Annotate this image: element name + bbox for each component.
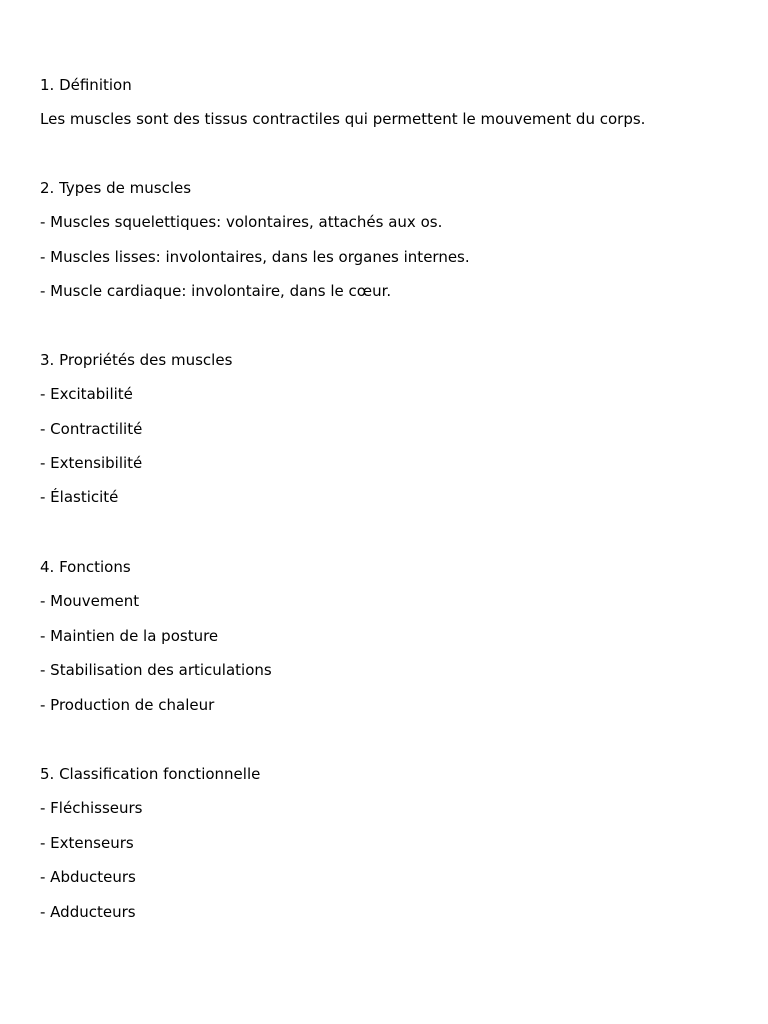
section-line: - Maintien de la posture	[40, 627, 219, 645]
section-heading: 2. Types de muscles	[40, 179, 192, 197]
section-line: - Stabilisation des articulations	[40, 661, 272, 679]
section-line: - Fléchisseurs	[40, 799, 143, 817]
section-line: - Élasticité	[40, 488, 119, 506]
section-line: - Muscles lisses: involontaires, dans les organes internes.	[40, 248, 470, 266]
section-heading: 1. Définition	[40, 76, 132, 94]
section-heading: 3. Propriétés des muscles	[40, 351, 233, 369]
section-line: - Excitabilité	[40, 385, 133, 403]
section-line: - Muscles squelettiques: volontaires, attachés aux os.	[40, 213, 443, 231]
section-heading: 5. Classification fonctionnelle	[40, 765, 261, 783]
section-line: - Contractilité	[40, 420, 143, 438]
section-line: - Production de chaleur	[40, 696, 215, 714]
section-line: - Adducteurs	[40, 903, 136, 921]
section-line: Les muscles sont des tissus contractiles qui permettent le mouvement du corps.	[40, 110, 646, 128]
section-heading: 4. Fonctions	[40, 558, 131, 576]
section-line: - Abducteurs	[40, 868, 136, 886]
section-line: - Extensibilité	[40, 454, 143, 472]
section-line: - Muscle cardiaque: involontaire, dans le cœur.	[40, 282, 392, 300]
section-line: - Extenseurs	[40, 834, 134, 852]
section-line: - Mouvement	[40, 592, 140, 610]
